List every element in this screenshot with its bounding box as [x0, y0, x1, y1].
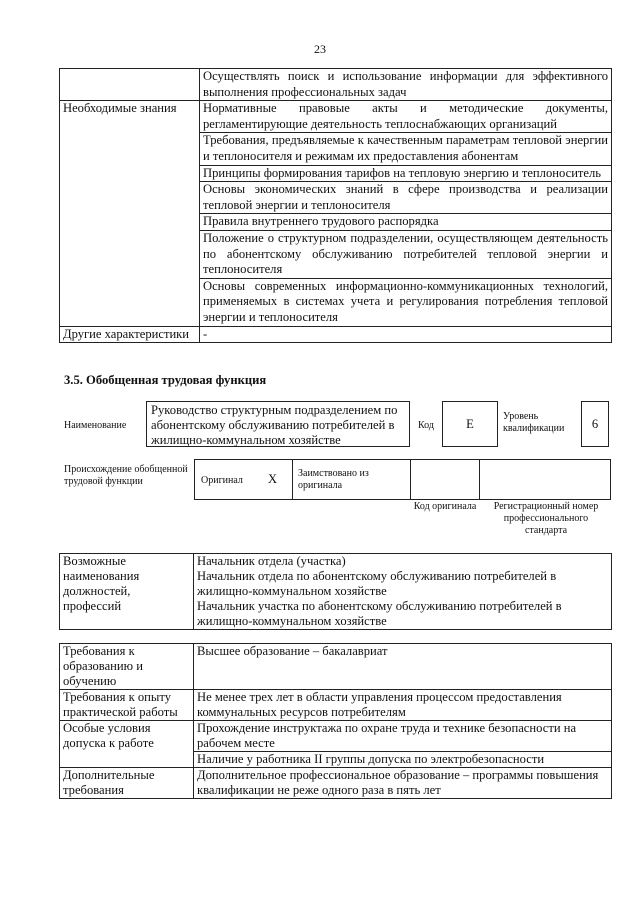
page-number: 23 [314, 42, 326, 56]
special-conditions-label: Особые условия допуска к работе [60, 721, 194, 768]
original-mark: X [268, 472, 278, 486]
other-characteristics-label: Другие характеристики [60, 326, 200, 343]
additional-value: Дополнительное профессиональное образование – программы повышения квалификации не реже одного раза в пять лет [194, 768, 612, 799]
skill-cell: Осуществлять поиск и использование информации для эффективного выполнения профессиональных задач [200, 69, 612, 101]
other-characteristics-value: - [200, 326, 612, 343]
position-item: Начальник отдела по абонентскому обслуживанию потребителей в жилищно-коммунальном хозяйстве [197, 569, 557, 598]
experience-value: Не менее трех лет в области управления процессом предоставления коммунальных ресурсов потребителям [194, 690, 612, 721]
registration-number-caption: Регистрационный номер профессионального стандарта [493, 501, 599, 536]
knowledge-label: Необходимые знания [60, 101, 200, 326]
empty-label-cell [60, 69, 200, 101]
section-title: 3.5. Обобщенная трудовая функция [64, 373, 267, 387]
original-code-caption: Код оригинала [413, 501, 477, 512]
original-label: Оригинал [201, 475, 243, 486]
position-item: Начальник участка по абонентскому обслуживанию потребителей в жилищно-коммунальном хозяйстве [197, 599, 562, 628]
function-code-box: E [442, 401, 498, 447]
knowledge-item: Основы современных информационно-коммуникационных технологий, применяемых в системах учета и регулирования потребления тепловой энергии и теплоносителя [200, 278, 612, 326]
origin-divider [292, 459, 293, 500]
experience-label: Требования к опыту практической работы [60, 690, 194, 721]
level-box: 6 [581, 401, 609, 447]
level-label: Уровень квалификации [503, 411, 565, 434]
knowledge-item: Правила внутреннего трудового распорядка [200, 214, 612, 231]
name-label: Наименование [64, 420, 127, 431]
positions-label: Возможные наименования должностей, профессий [60, 554, 194, 630]
borrowed-label: Заимствовано из оригинала [298, 468, 369, 491]
positions-cell [194, 554, 612, 630]
positions-table [59, 553, 612, 630]
knowledge-table [59, 68, 612, 343]
requirements-table [59, 643, 612, 799]
function-name-box: Руководство структурным подразделением по абонентскому обслуживанию потребителей в жилищно-коммунальном хозяйстве [146, 401, 410, 447]
knowledge-item: Нормативные правовые акты и методические документы, регламентирующие деятельность теплоснабжающих организаций [200, 101, 612, 133]
special-condition: Прохождение инструктажа по охране труда и технике безопасности на рабочем месте [194, 721, 612, 752]
code-label: Код [418, 420, 434, 431]
education-value: Высшее образование – бакалавриат [194, 644, 612, 690]
education-label: Требования к образованию и обучению [60, 644, 194, 690]
knowledge-item: Положение о структурном подразделении, осуществляющем деятельность по абонентскому обслуживанию потребителей тепловой энергии и теплоносителя [200, 230, 612, 278]
knowledge-item: Требования, предъявляемые к качественным параметрам тепловой энергии и теплоносителя и режимам их предоставления абонентам [200, 133, 612, 165]
special-condition: Наличие у работника II группы допуска по электробезопасности [194, 752, 612, 768]
knowledge-item: Принципы формирования тарифов на тепловую энергию и теплоноситель [200, 165, 612, 182]
additional-label: Дополнительные требования [60, 768, 194, 799]
origin-divider [410, 459, 411, 500]
origin-divider [479, 459, 480, 500]
knowledge-item: Основы экономических знаний в сфере производства и реализации тепловой энергии и теплоносителя [200, 182, 612, 214]
origin-label: Происхождение обобщенной трудовой функции [64, 464, 188, 487]
position-item: Начальник отдела (участка) [197, 554, 346, 568]
